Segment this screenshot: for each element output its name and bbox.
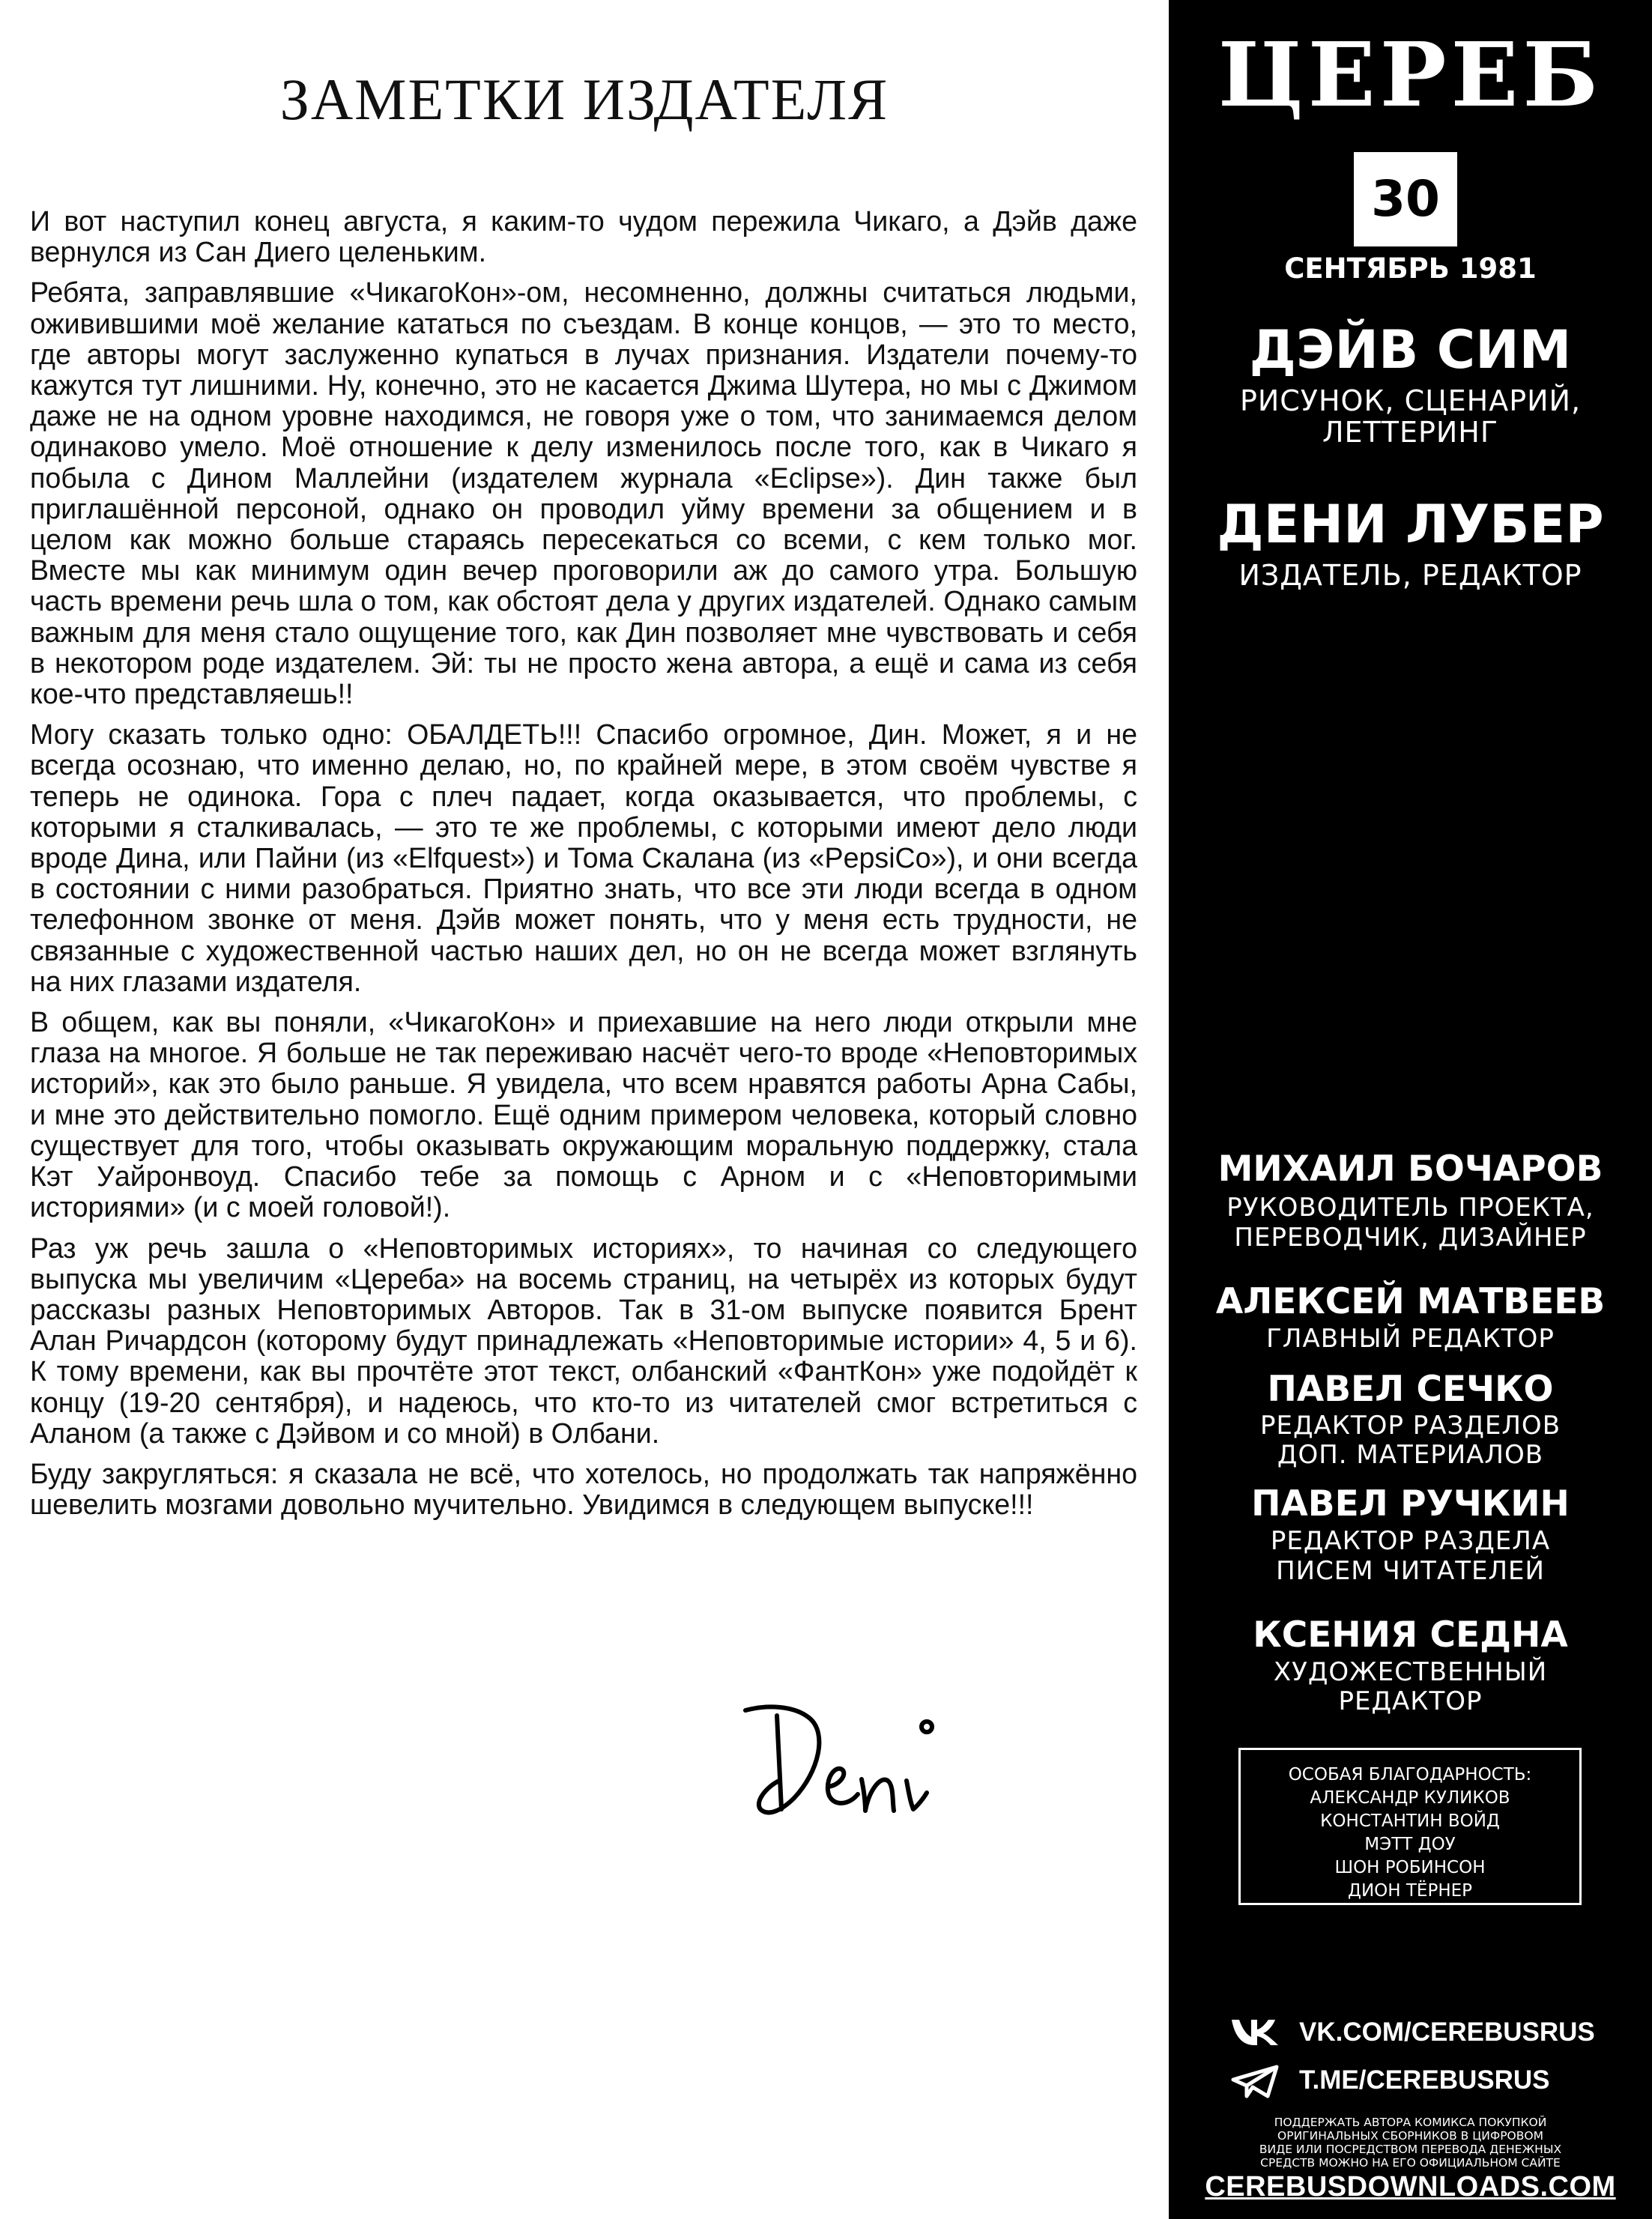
support-note xyxy=(1169,2116,1652,2170)
telegram-icon xyxy=(1230,2065,1283,2099)
credits-sidebar xyxy=(1169,0,1652,2219)
paragraph: Могу сказать только одно: ОБАЛДЕТЬ!!! Спасибо огромное, Дин. Может, я и не всегда осознаю, что именно делаю, но, по крайней мере, в этом своём чувстве я теперь не одинока. Гора с плеч падает, когда оказывается, что проблемы, с которыми я сталкивалась, — это те же проблемы, с которыми имеют дело люди вроде Дина, или Пайни (из «Elfquest») и Тома Скалана (из «PepsiCo»), и они всегда в состоянии с ними разобраться. Приятно знать, что все эти люди всегда в одном телефонном звонке от меня. Дэйв может понять, что у меня есть трудности, не связанные с художественной частью наших дел, но он не всегда может взглянуть на них глазами издателя. xyxy=(30,718,1137,997)
support-note-line: СРЕДСТВ МОЖНО НА ЕГО ОФИЦИАЛЬНОМ САЙТЕ xyxy=(1260,2156,1561,2170)
special-thanks-box xyxy=(1238,1748,1582,1905)
team-member-role: РУКОВОДИТЕЛЬ ПРОЕКТА, xyxy=(1226,1193,1594,1223)
team-member-role: РЕДАКТОР РАЗДЕЛА xyxy=(1270,1526,1551,1556)
official-site-link[interactable]: CEREBUSDOWNLOADS.COM xyxy=(1205,2171,1616,2203)
issue-date: СЕНТЯБРЬ 1981 xyxy=(1284,252,1537,285)
creator-name: ДЭЙВ СИМ xyxy=(1249,319,1572,381)
paragraph: И вот наступил конец августа, я каким-то чудом пережила Чикаго, а Дэйв даже вернулся из Сан Диего целеньким. xyxy=(30,205,1137,268)
support-note-line: ПОДДЕРЖАТЬ АВТОРА КОМИКСА ПОКУПКОЙ xyxy=(1274,2116,1547,2129)
creator-role: ИЗДАТЕЛЬ, РЕДАКТОР xyxy=(1238,559,1582,592)
team-member-role: РЕДАКТОР РАЗДЕЛОВ xyxy=(1259,1411,1561,1441)
creator-name: ДЕНИ ЛУБЕР xyxy=(1217,494,1604,555)
paragraph: Раз уж речь зашла о «Неповторимых историях», то начиная со следующего выпуска мы увеличим «Цереба» на восемь страниц, на четырёх из которых будут рассказы разных Неповторимых Авторов. Так в 31-ом выпуске появится Брент Алан Ричардсон (которому будут принадлежать «Неповторимые истории» 4, 5 и 6). К тому времени, как вы прочтёте этот текст, олбанский «ФантКон» уже подойдёт к концу (19-20 сентября), и надеюсь, что кто-то из читателей смог встретиться с Аланом (а также с Дэйвом и со мной) в Олбани. xyxy=(30,1232,1137,1449)
creator-role: РИСУНОК, СЦЕНАРИЙ, xyxy=(1239,384,1582,417)
editorial-body xyxy=(30,206,1137,1530)
paragraph: Ребята, заправлявшие «ЧикагоКон»-ом, несомненно, должны считаться людьми, оживившими моё желание кататься по съездам. В конце концов, — это то место, где авторы могут заслуженно купаться в лучах признания. Издатели почему-то кажутся тут лишними. Ну, конечно, это не касается Джима Шутера, но мы с Джимом даже не на одном уровне находимся, не говоря уже о том, что занимаемся делом одинаково умело. Моё отношение к делу изменилось после того, как в Чикаго я побыла с Дином Маллейни (издателем журнала «Eclipse»). Дин также был приглашённой персоной, однако он проводил уйму времени за общением и в целом как можно больше стараясь пересекаться со всеми, с кем только мог. Вместе мы как минимум один вечер проговорили аж до самого утра. Большую часть времени речь шла о том, как обстоят дела у других издателей. Однако самым важным для меня стало ощущение того, как Дин позволяет мне чувствовать и себя в некотором роде издателем. Эй: ты не просто жена автора, а ещё и сама из себя кое-что представляешь!! xyxy=(30,276,1137,710)
thanks-heading: ОСОБАЯ БЛАГОДАРНОСТЬ: xyxy=(1288,1765,1532,1784)
issue-number: 30 xyxy=(1354,152,1457,246)
telegram-link-text: T.ME/CEREBUSRUS xyxy=(1299,2065,1550,2095)
team-member-name: МИХАИЛ БОЧАРОВ xyxy=(1217,1148,1603,1190)
team-member-name: ПАВЕЛ СЕЧКО xyxy=(1267,1369,1554,1410)
creator-role: ЛЕТТЕРИНГ xyxy=(1322,416,1499,449)
vk-link-text: VK.COM/CEREBUSRUS xyxy=(1299,2017,1595,2047)
vk-icon xyxy=(1230,2017,1283,2047)
thanks-name: МЭТТ ДОУ xyxy=(1364,1835,1456,1854)
handwritten-signature xyxy=(738,1697,955,1835)
thanks-name: АЛЕКСАНДР КУЛИКОВ xyxy=(1310,1788,1510,1808)
thanks-name: ШОН РОБИНСОН xyxy=(1334,1858,1486,1877)
paragraph: Буду закругляться: я сказала не всё, что хотелось, но продолжать так напряжённо шевелить мозгами довольно мучительно. Увидимся в следующем выпуске!!! xyxy=(30,1457,1137,1521)
thanks-name: ДИОН ТЁРНЕР xyxy=(1347,1881,1473,1901)
team-member-role: РЕДАКТОР xyxy=(1338,1686,1483,1716)
team-member-role: ПИСЕМ ЧИТАТЕЛЕЙ xyxy=(1276,1556,1545,1586)
team-member-name: АЛЕКСЕЙ МАТВЕЕВ xyxy=(1215,1281,1606,1322)
team-member-role: ДОП. МАТЕРИАЛОВ xyxy=(1277,1440,1544,1470)
team-member-role: ХУДОЖЕСТВЕННЫЙ xyxy=(1273,1657,1548,1687)
team-member-role: ГЛАВНЫЙ РЕДАКТОР xyxy=(1266,1324,1555,1354)
team-member-role: ПЕРЕВОДЧИК, ДИЗАЙНЕР xyxy=(1234,1223,1587,1253)
team-member-name: ПАВЕЛ РУЧКИН xyxy=(1251,1483,1570,1525)
thanks-name: КОНСТАНТИН ВОЙД xyxy=(1320,1811,1500,1831)
support-note-line: ВИДЕ ИЛИ ПОСРЕДСТВОМ ПЕРЕВОДА ДЕНЕЖНЫХ xyxy=(1259,2143,1562,2156)
support-note-line: ОРИГИНАЛЬНЫХ СБОРНИКОВ В ЦИФРОВОМ xyxy=(1277,2129,1543,2143)
page-title: ЗАМЕТКИ ИЗДАТЕЛЯ xyxy=(279,67,889,132)
cerebus-logo: ЦЕРЕБ xyxy=(1217,22,1603,127)
paragraph: В общем, как вы поняли, «ЧикагоКон» и приехавшие на него люди открыли мне глаза на многое. Я больше не так переживаю насчёт чего-то вроде «Неповторимых историй», как это было раньше. Я увидела, что всем нравятся работы Арна Сабы, и мне это действительно помогло. Ещё одним примером человека, который словно существует для того, чтобы оказывать окружающим моральную поддержку, стала Кэт Уайронвоуд. Спасибо тебе за помощь с Арном и с «Неповторимыми историями» (и с моей головой!). xyxy=(30,1006,1137,1223)
team-member-name: КСЕНИЯ СЕДНА xyxy=(1253,1614,1568,1656)
